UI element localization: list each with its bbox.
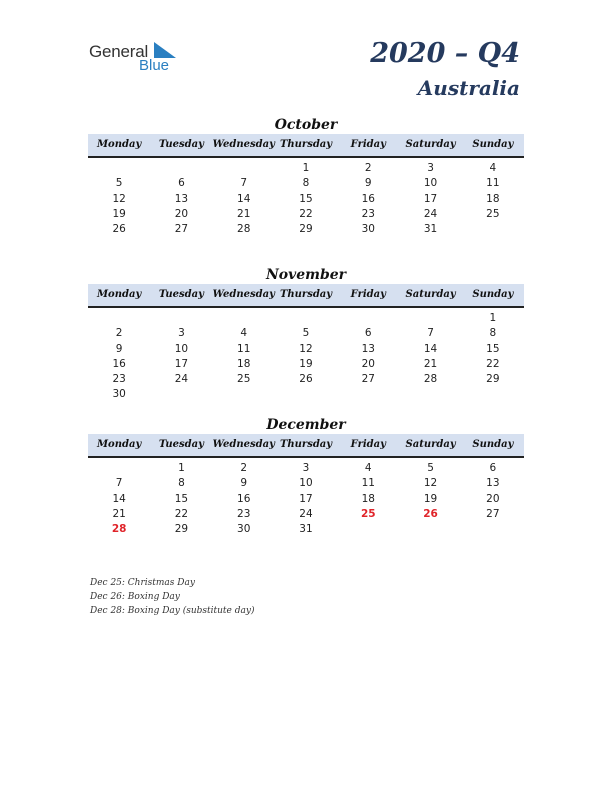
week-row [88,176,524,191]
day-cell: 29 [486,373,500,386]
week-row [88,342,524,357]
weekday-label: Tuesday [158,439,204,450]
week-row [88,476,524,491]
month-december [88,416,524,537]
day-cell: 14 [237,192,251,205]
day-cell: 12 [423,477,438,490]
logo-flag-icon [154,42,176,58]
weekday-label: Tuesday [158,139,204,150]
day-cell: 6 [178,177,185,190]
day-cell: 12 [299,342,313,355]
logo [89,40,189,76]
day-cell [399,311,461,326]
day-cell: 7 [240,177,248,190]
day-cell [88,161,150,176]
month-october [88,116,524,237]
day-cell: 26 [299,373,313,386]
day-cell: 18 [486,192,500,205]
week-row [88,461,524,476]
day-cell: 30 [361,223,375,236]
page-subtitle: Australia [417,76,520,100]
day-cell: 8 [178,477,185,490]
day-cell: 29 [299,223,313,236]
day-cell: 2 [364,162,372,174]
day-cell: 11 [486,177,500,190]
day-cell: 10 [299,477,313,490]
day-cell: 20 [486,492,500,505]
weekday-header [88,434,524,458]
day-cell: 28 [423,373,438,386]
week-row [88,372,524,387]
weekday-label: Thursday [279,139,333,150]
day-cell: 30 [112,388,126,401]
day-cell [399,522,461,537]
day-cell: 2 [240,462,248,474]
day-cell: 3 [427,162,434,174]
day-cell: 7 [115,477,123,490]
day-cell: 15 [486,342,500,355]
day-cell: 2 [115,327,123,340]
day-cell: 28 [111,523,127,536]
weekday-label: Friday [350,439,386,450]
weekday-label: Saturday [405,139,456,150]
holiday-note: Dec 28: Boxing Day (substitute day) [90,606,255,616]
day-cell: 4 [489,162,497,174]
week-row [88,326,524,341]
weekday-label: Saturday [405,439,456,450]
weekday-label: Monday [96,139,142,150]
day-cell [213,161,275,176]
day-cell: 23 [112,373,126,386]
day-cell: 1 [489,312,497,324]
month-november [88,266,524,403]
day-cell: 21 [237,207,251,220]
weekday-label: Wednesday [212,139,275,150]
day-cell: 23 [361,207,375,220]
day-cell: 27 [174,223,189,236]
day-cell: 24 [174,373,189,386]
day-cell: 17 [174,357,189,370]
day-cell: 5 [115,177,123,190]
weekday-label: Thursday [279,439,333,450]
weekday-label: Monday [96,289,142,300]
month-title: November [265,267,347,283]
day-cell: 31 [299,523,313,536]
page-title: 2020 – Q4 [370,38,520,69]
day-cell: 1 [178,462,185,474]
week-row [88,357,524,372]
day-cell [275,387,337,402]
day-cell: 16 [361,192,375,205]
day-cell: 20 [361,357,375,370]
day-cell [150,161,212,176]
weekday-label: Wednesday [212,289,275,300]
month-title: December [266,417,346,433]
holiday-note: Dec 25: Christmas Day [90,578,195,588]
day-cell: 21 [423,357,438,370]
day-cell: 23 [237,507,251,520]
logo-word-blue: Blue [139,57,170,74]
weekday-header [88,134,524,158]
day-cell: 10 [174,342,189,355]
weekday-label: Tuesday [158,289,204,300]
day-cell: 27 [486,507,500,520]
day-cell [213,311,275,326]
day-cell: 9 [115,342,123,355]
day-cell: 25 [360,507,376,520]
day-cell: 11 [237,342,251,355]
day-cell [88,311,150,326]
day-cell: 14 [423,342,438,355]
week-row [88,161,524,176]
day-cell: 11 [361,477,375,490]
weekday-label: Friday [350,139,386,150]
day-cell: 28 [237,223,251,236]
day-cell: 22 [174,507,189,520]
day-cell: 8 [302,177,310,190]
holiday-notes [90,576,254,618]
day-cell: 17 [299,492,313,505]
day-cell: 20 [174,207,189,220]
day-cell: 29 [174,523,189,536]
day-cell: 27 [361,373,375,386]
day-cell [150,387,212,402]
weekday-label: Sunday [472,139,514,150]
day-cell: 4 [240,327,248,340]
day-cell: 21 [112,507,126,520]
day-cell: 25 [237,373,251,386]
day-cell [88,461,150,476]
weekday-label: Wednesday [212,439,275,450]
day-cell: 26 [112,223,126,236]
day-cell: 16 [112,357,126,370]
day-cell: 1 [302,162,310,174]
holiday-note: Dec 26: Boxing Day [90,592,180,602]
day-cell: 18 [361,492,375,505]
week-row [88,387,524,402]
day-cell: 14 [112,492,126,505]
week-row [88,207,524,222]
day-cell: 22 [299,207,313,220]
day-cell: 13 [174,192,189,205]
day-cell: 18 [237,357,251,370]
day-cell [462,387,524,402]
day-cell: 26 [423,507,438,520]
day-cell [399,387,461,402]
day-cell: 3 [178,327,185,340]
day-cell: 4 [364,462,372,474]
day-cell: 22 [486,357,500,370]
day-cell: 7 [427,327,434,340]
day-cell [150,311,212,326]
weekday-label: Monday [96,439,142,450]
day-cell: 13 [486,477,500,490]
day-cell: 9 [364,177,372,190]
day-cell: 16 [237,492,251,505]
day-cell: 12 [112,192,126,205]
week-row [88,492,524,507]
weekday-label: Sunday [472,439,514,450]
day-cell: 3 [302,462,310,474]
day-cell: 19 [299,357,313,370]
day-cell: 19 [423,492,438,505]
logo-word-general: General [89,42,149,61]
day-cell: 30 [237,523,251,536]
day-cell [213,387,275,402]
day-cell: 5 [427,462,434,474]
weekday-label: Sunday [472,289,514,300]
day-cell: 6 [489,462,497,474]
day-cell [337,522,399,537]
day-cell: 15 [299,192,313,205]
week-row [88,311,524,326]
day-cell: 31 [423,223,438,236]
day-cell: 24 [299,507,313,520]
day-cell: 5 [302,327,310,340]
week-row [88,507,524,522]
day-cell: 10 [423,177,438,190]
weekday-header [88,284,524,308]
day-cell: 6 [364,327,372,340]
day-cell: 8 [489,327,497,340]
day-cell: 24 [423,207,438,220]
month-title: October [274,117,338,133]
day-cell: 19 [112,207,126,220]
weekday-label: Friday [350,289,386,300]
day-cell: 17 [423,192,438,205]
day-cell [337,387,399,402]
day-cell [462,522,524,537]
day-cell: 13 [361,342,375,355]
week-row [88,222,524,237]
week-row [88,522,524,537]
day-cell [337,311,399,326]
day-cell [462,222,524,237]
day-cell: 25 [486,207,500,220]
weekday-label: Thursday [279,289,333,300]
day-cell: 9 [240,477,248,490]
week-row [88,192,524,207]
day-cell [275,311,337,326]
day-cell: 15 [174,492,189,505]
weekday-label: Saturday [405,289,456,300]
